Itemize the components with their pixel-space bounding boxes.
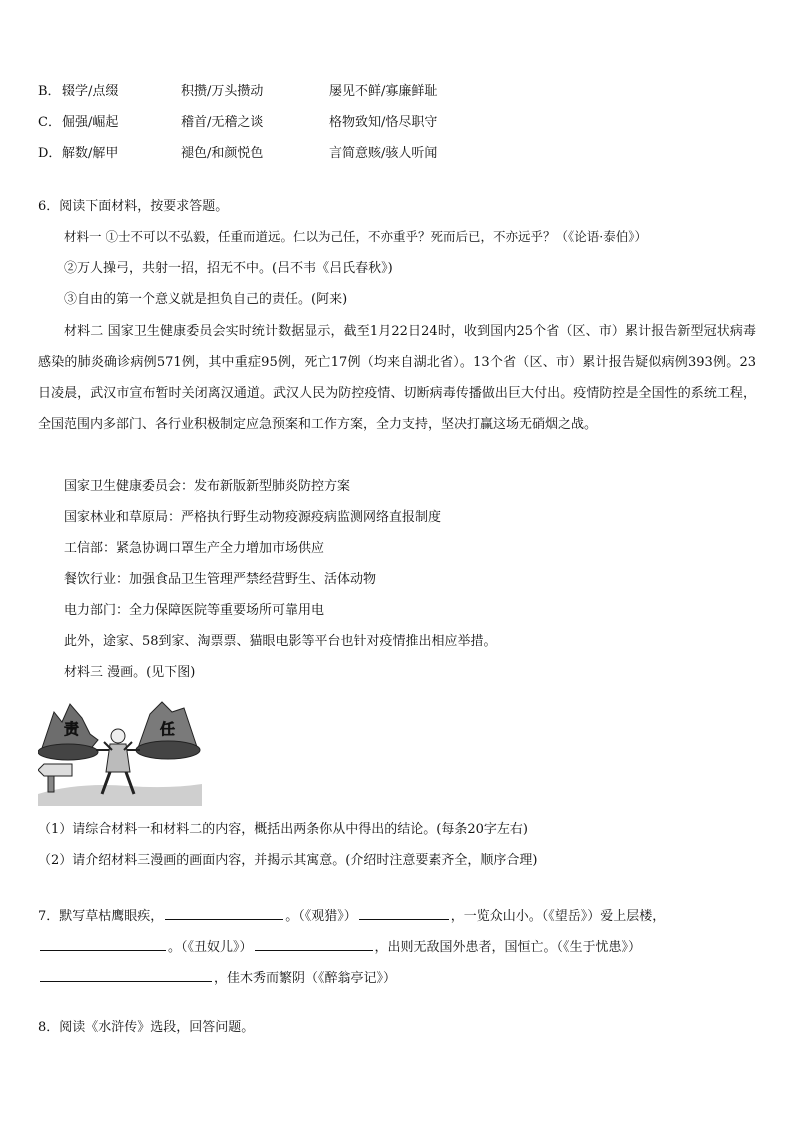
option-letter: D． (38, 146, 62, 161)
material1-line1: 材料一 ①士不可以不弘毅，任重而道远。仁以为己任，不亦重乎？死而后已，不亦远乎？（《论语·泰伯》） (64, 229, 647, 244)
q7-line2 (38, 936, 641, 957)
option-letter: B． (38, 84, 61, 99)
material2-paragraph (38, 316, 756, 440)
answer-blank[interactable] (255, 936, 373, 951)
measure-item: 国家卫生健康委员会：发布新版新型肺炎防控方案 (64, 479, 351, 494)
q6-sub1: （1）请综合材料一和材料二的内容，概括出两条你从中得出的结论。(每条20字左右) (38, 822, 528, 837)
material2-text: 材料二 国家卫生健康委员会实时统计数据显示，截至1月22日24时，收到国内25个省（区、市）累计报告新型冠状病毒感染的肺炎确诊病例571例，其中重症95例，死亡17例（均来自湖北省）。13个省（区、市）累计报告疑似病例393例。23日凌晨，武汉市宣布暂时关闭离汉通道。武汉人民为防控疫情、切断病毒传播做出巨大付出。疫情防控是全国性的系统工程，全国范围内多部门、各行业积极制定应急预案和工作方案，全力支持，坚决打赢这场无硝烟之战。 (38, 324, 756, 432)
answer-blank[interactable] (165, 905, 283, 920)
option-c: 格物致知/恪尽职守 (329, 115, 438, 130)
q7-text: ，出则无敌国外患者，国恒亡。（《生于忧患》） (374, 940, 642, 955)
cartoon-label-right: 任 (160, 720, 176, 738)
material1-line3: ③自由的第一个意义就是担负自己的责任。(阿来) (64, 292, 348, 307)
answer-blank[interactable] (40, 936, 166, 951)
measure-item: 工信部：紧急协调口罩生产全力增加市场供应 (64, 541, 325, 556)
material3-label: 材料三 漫画。(见下图) (64, 665, 196, 680)
option-c: 屡见不鲜/寡廉鲜耻 (329, 84, 438, 99)
q7-text: 。（《观猎》） (285, 909, 357, 924)
material1-line2: ②万人操弓，共射一招，招无不中。(吕不韦《吕氏春秋》) (64, 261, 393, 276)
option-c: 言简意赅/骇人听闻 (329, 146, 438, 161)
answer-blank[interactable] (40, 967, 212, 982)
q8-title: 8．阅读《水浒传》选段，回答问题。 (38, 1020, 255, 1035)
answer-blank[interactable] (359, 905, 449, 920)
responsibility-cartoon (38, 694, 202, 806)
measure-item: 电力部门：全力保障医院等重要场所可靠用电 (64, 603, 325, 618)
q7-text: 7．默写草枯鹰眼疾， (38, 909, 164, 924)
option-a: 倔强/崛起 (62, 115, 119, 130)
option-letter: C． (38, 115, 61, 130)
q6-sub2: （2）请介绍材料三漫画的画面内容，并揭示其寓意。(介绍时注意要素齐全，顺序合理) (38, 853, 538, 868)
option-b: 积攒/万头攒动 (181, 84, 264, 99)
q7-text: ，一览众山小。（《望岳》）爱上层楼， (450, 909, 666, 924)
q6-title: 6．阅读下面材料，按要求答题。 (38, 199, 229, 214)
cartoon-label-left: 责 (64, 720, 80, 738)
measure-item: 国家林业和草原局：严格执行野生动物疫源疫病监测网络直报制度 (64, 510, 442, 525)
option-b: 稽首/无稽之谈 (181, 115, 264, 130)
q7-line3 (38, 967, 396, 988)
option-a: 辍学/点缀 (62, 84, 119, 99)
option-b: 褪色/和颜悦色 (181, 146, 264, 161)
q7-line1 (38, 905, 665, 926)
measure-item: 餐饮行业：加强食品卫生管理严禁经营野生、活体动物 (64, 572, 377, 587)
measure-item: 此外，途家、58到家、淘票票、猫眼电影等平台也针对疫情推出相应举措。 (64, 634, 497, 649)
q7-text: 。（《丑奴儿》） (168, 940, 253, 955)
q7-text: ，佳木秀而繁阴（《醉翁亭记》） (214, 971, 397, 986)
option-a: 解数/解甲 (62, 146, 119, 161)
